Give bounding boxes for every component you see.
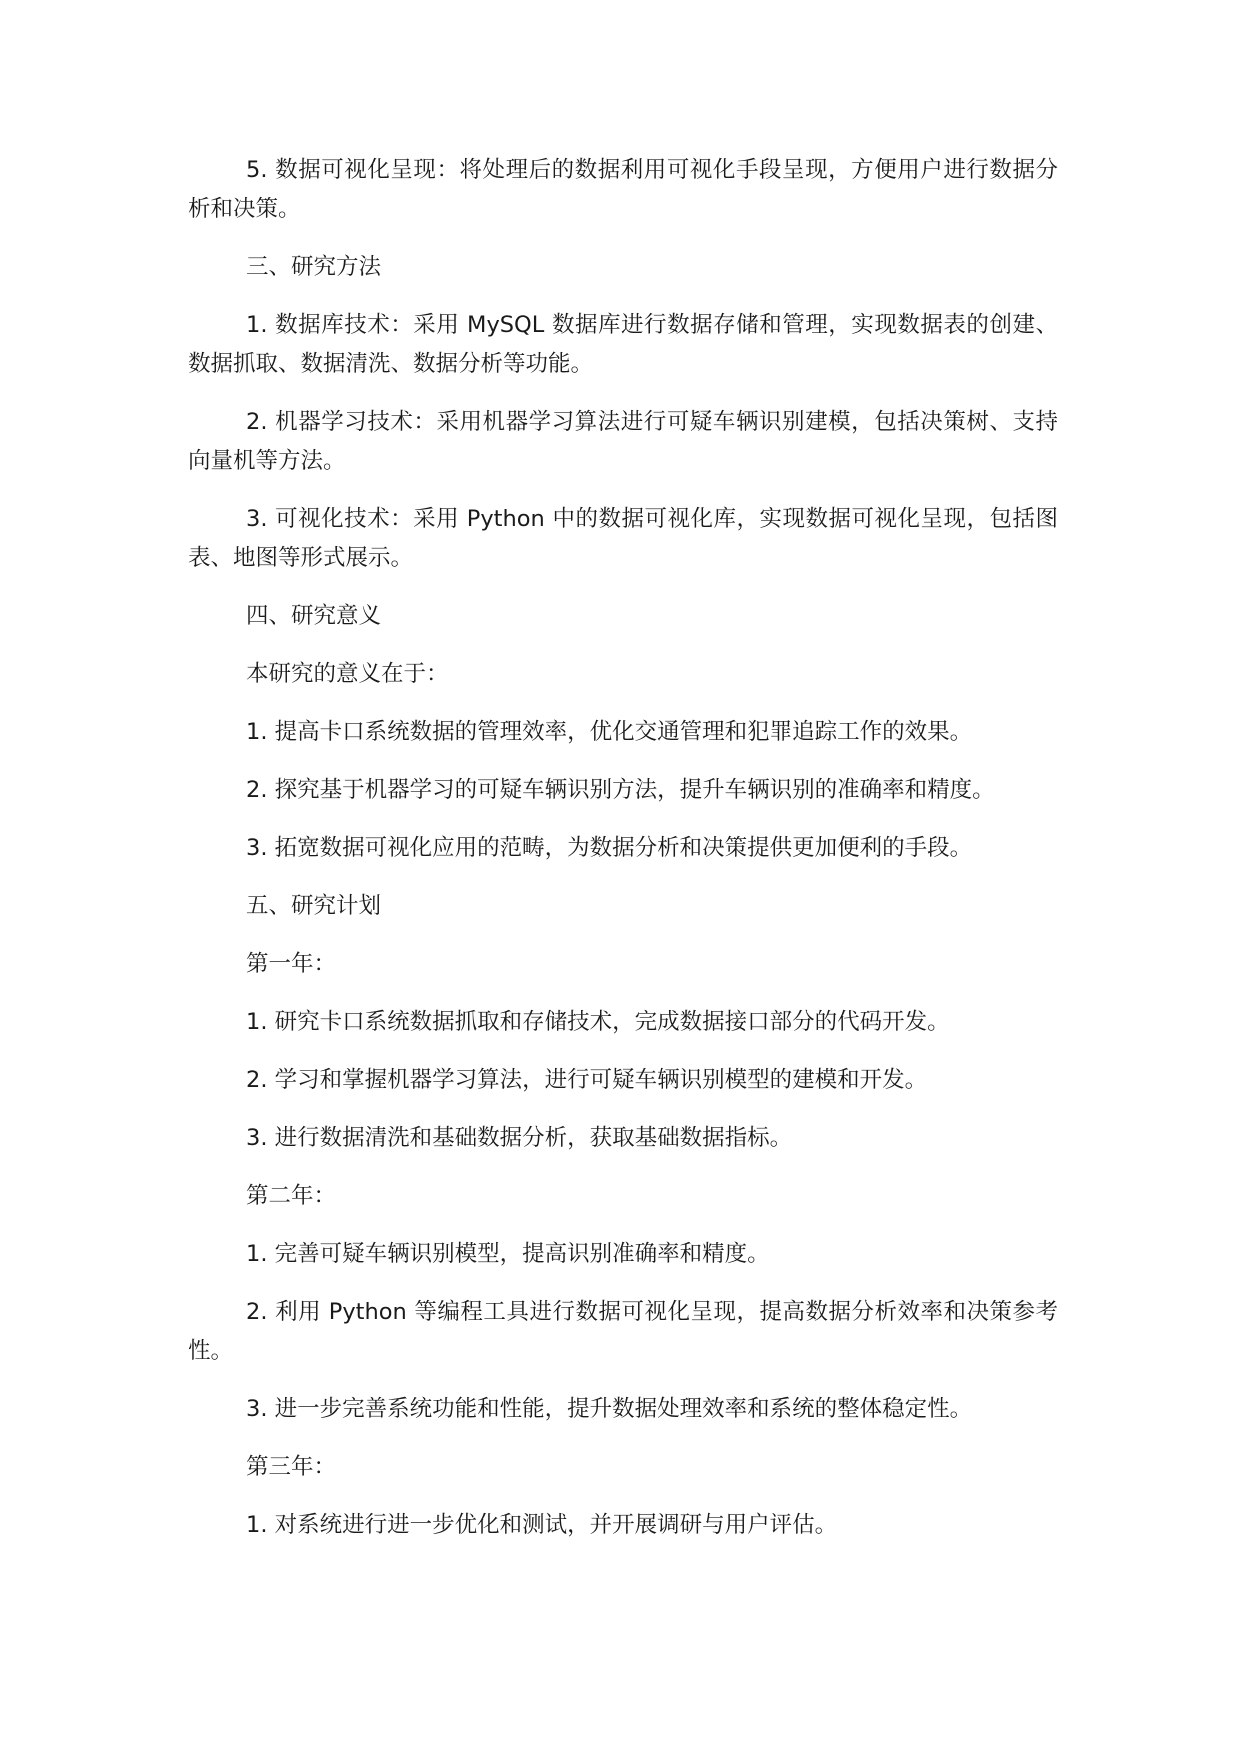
paragraph-database-technology: 1. 数据库技术：采用 MySQL 数据库进行数据存储和管理，实现数据表的创建、数据抓取、数据清洗、数据分析等功能。 <box>188 312 1058 377</box>
paragraph-year-two-3: 3. 进一步完善系统功能和性能，提升数据处理效率和系统的整体稳定性。 <box>246 1396 973 1422</box>
paragraph-year-one-3: 3. 进行数据清洗和基础数据分析，获取基础数据指标。 <box>246 1125 793 1151</box>
paragraph-significance-intro: 本研究的意义在于： <box>246 661 449 687</box>
heading-research-significance: 四、研究意义 <box>246 603 382 629</box>
paragraph-significance-3: 3. 拓宽数据可视化应用的范畴，为数据分析和决策提供更加便利的手段。 <box>246 835 973 861</box>
paragraph-year-two-2: 2. 利用 Python 等编程工具进行数据可视化呈现，提高数据分析效率和决策参考性。 <box>188 1299 1058 1364</box>
heading-year-two: 第二年： <box>246 1183 337 1209</box>
paragraph-significance-1: 1. 提高卡口系统数据的管理效率，优化交通管理和犯罪追踪工作的效果。 <box>246 719 973 745</box>
paragraph-year-three-1: 1. 对系统进行进一步优化和测试，并开展调研与用户评估。 <box>246 1512 838 1538</box>
heading-year-three: 第三年： <box>246 1454 337 1480</box>
paragraph-machine-learning-technology: 2. 机器学习技术：采用机器学习算法进行可疑车辆识别建模，包括决策树、支持向量机等方法。 <box>188 409 1058 474</box>
heading-research-plan: 五、研究计划 <box>246 893 382 919</box>
paragraph-year-one-2: 2. 学习和掌握机器学习算法，进行可疑车辆识别模型的建模和开发。 <box>246 1067 928 1093</box>
paragraph-significance-2: 2. 探究基于机器学习的可疑车辆识别方法，提升车辆识别的准确率和精度。 <box>246 777 995 803</box>
heading-research-methods: 三、研究方法 <box>246 254 382 280</box>
paragraph-year-two-1: 1. 完善可疑车辆识别模型，提高识别准确率和精度。 <box>246 1241 770 1267</box>
document-body <box>188 151 1058 1564</box>
paragraph-year-one-1: 1. 研究卡口系统数据抓取和存储技术，完成数据接口部分的代码开发。 <box>246 1009 950 1035</box>
paragraph-visualization-technology: 3. 可视化技术：采用 Python 中的数据可视化库，实现数据可视化呈现，包括图表、地图等形式展示。 <box>188 506 1058 571</box>
heading-year-one: 第一年： <box>246 951 337 977</box>
paragraph-visualization-presentation: 5. 数据可视化呈现：将处理后的数据利用可视化手段呈现，方便用户进行数据分析和决策。 <box>188 157 1058 222</box>
